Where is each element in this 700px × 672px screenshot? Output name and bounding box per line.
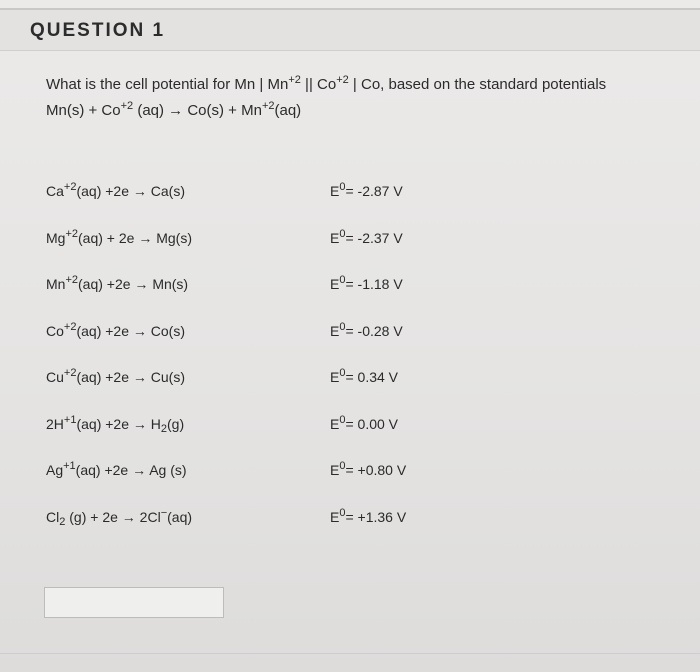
half-reaction-row: [46, 222, 466, 269]
half-reaction-row: [46, 501, 466, 548]
prompt-text: | Co, based on the standard potentials: [348, 76, 607, 93]
standard-potential: $E^0= -2.87$ V: [330, 181, 403, 199]
reaction-text: (aq): [274, 102, 302, 119]
half-reaction-row: [46, 175, 466, 222]
charge-superscript: +2: [288, 74, 301, 86]
standard-potential: $E^0= -2.37$ V: [330, 227, 403, 246]
standard-potential: $E^0= +0.80$ V: [330, 460, 407, 478]
half-reaction: $Ca^{+2}(aq) +2e \to Ca(s)$: [46, 181, 185, 199]
prompt-text: || Co: [300, 76, 337, 93]
half-reaction: $2H^{+1}(aq) +2e \to H_2(g)$: [46, 413, 185, 435]
charge-superscript: +2: [120, 100, 134, 112]
half-reaction: $Co^{+2}(aq) +2e \to Co(s)$: [46, 320, 185, 339]
bottom-divider: [0, 653, 700, 654]
prompt-line-1: [46, 72, 700, 98]
answer-input[interactable]: [44, 587, 224, 618]
half-reaction-row: [46, 268, 466, 315]
standard-potentials-table: [46, 175, 466, 547]
standard-potential: $E^0= -1.18$ V: [330, 274, 403, 292]
charge-superscript: +2: [261, 100, 275, 112]
prompt-text: What is the cell potential for Mn | Mn: [46, 76, 289, 93]
half-reaction: $Mn^{+2}(aq) +2e \to Mn(s)$: [46, 274, 189, 292]
half-reaction-row: [46, 408, 466, 455]
half-reaction: $Cu^{+2}(aq) +2e \to Cu(s)$: [46, 367, 185, 385]
standard-potential: $E^0= 0.34$ V: [330, 367, 399, 385]
half-reaction: $Mg^{+2}(aq) + 2e \to Mg(s)$: [46, 227, 192, 246]
reaction-text: (aq) → Co(s) + Mn: [133, 102, 262, 119]
standard-potential: $E^0= 0.00$ V: [330, 413, 399, 432]
half-reaction-row: [46, 361, 466, 408]
half-reaction: $Cl_2$ (g) + 2e → 2Cl−(aq): [46, 506, 193, 528]
standard-potential: $E^0= -0.28$ V: [330, 320, 403, 339]
half-reaction-row: [46, 315, 466, 362]
question-heading: QUESTION 1: [30, 20, 166, 41]
half-reaction: $Ag^{+1}(aq) +2e \to Ag$ (s): [46, 460, 187, 478]
question-prompt: [46, 72, 700, 124]
half-reaction-row: [46, 454, 466, 501]
charge-superscript: +2: [336, 74, 349, 86]
reaction-text: Mn(s) + Co: [46, 102, 121, 119]
standard-potential: $E^0= +1.36$ V: [330, 506, 407, 525]
prompt-line-2: [46, 98, 700, 124]
